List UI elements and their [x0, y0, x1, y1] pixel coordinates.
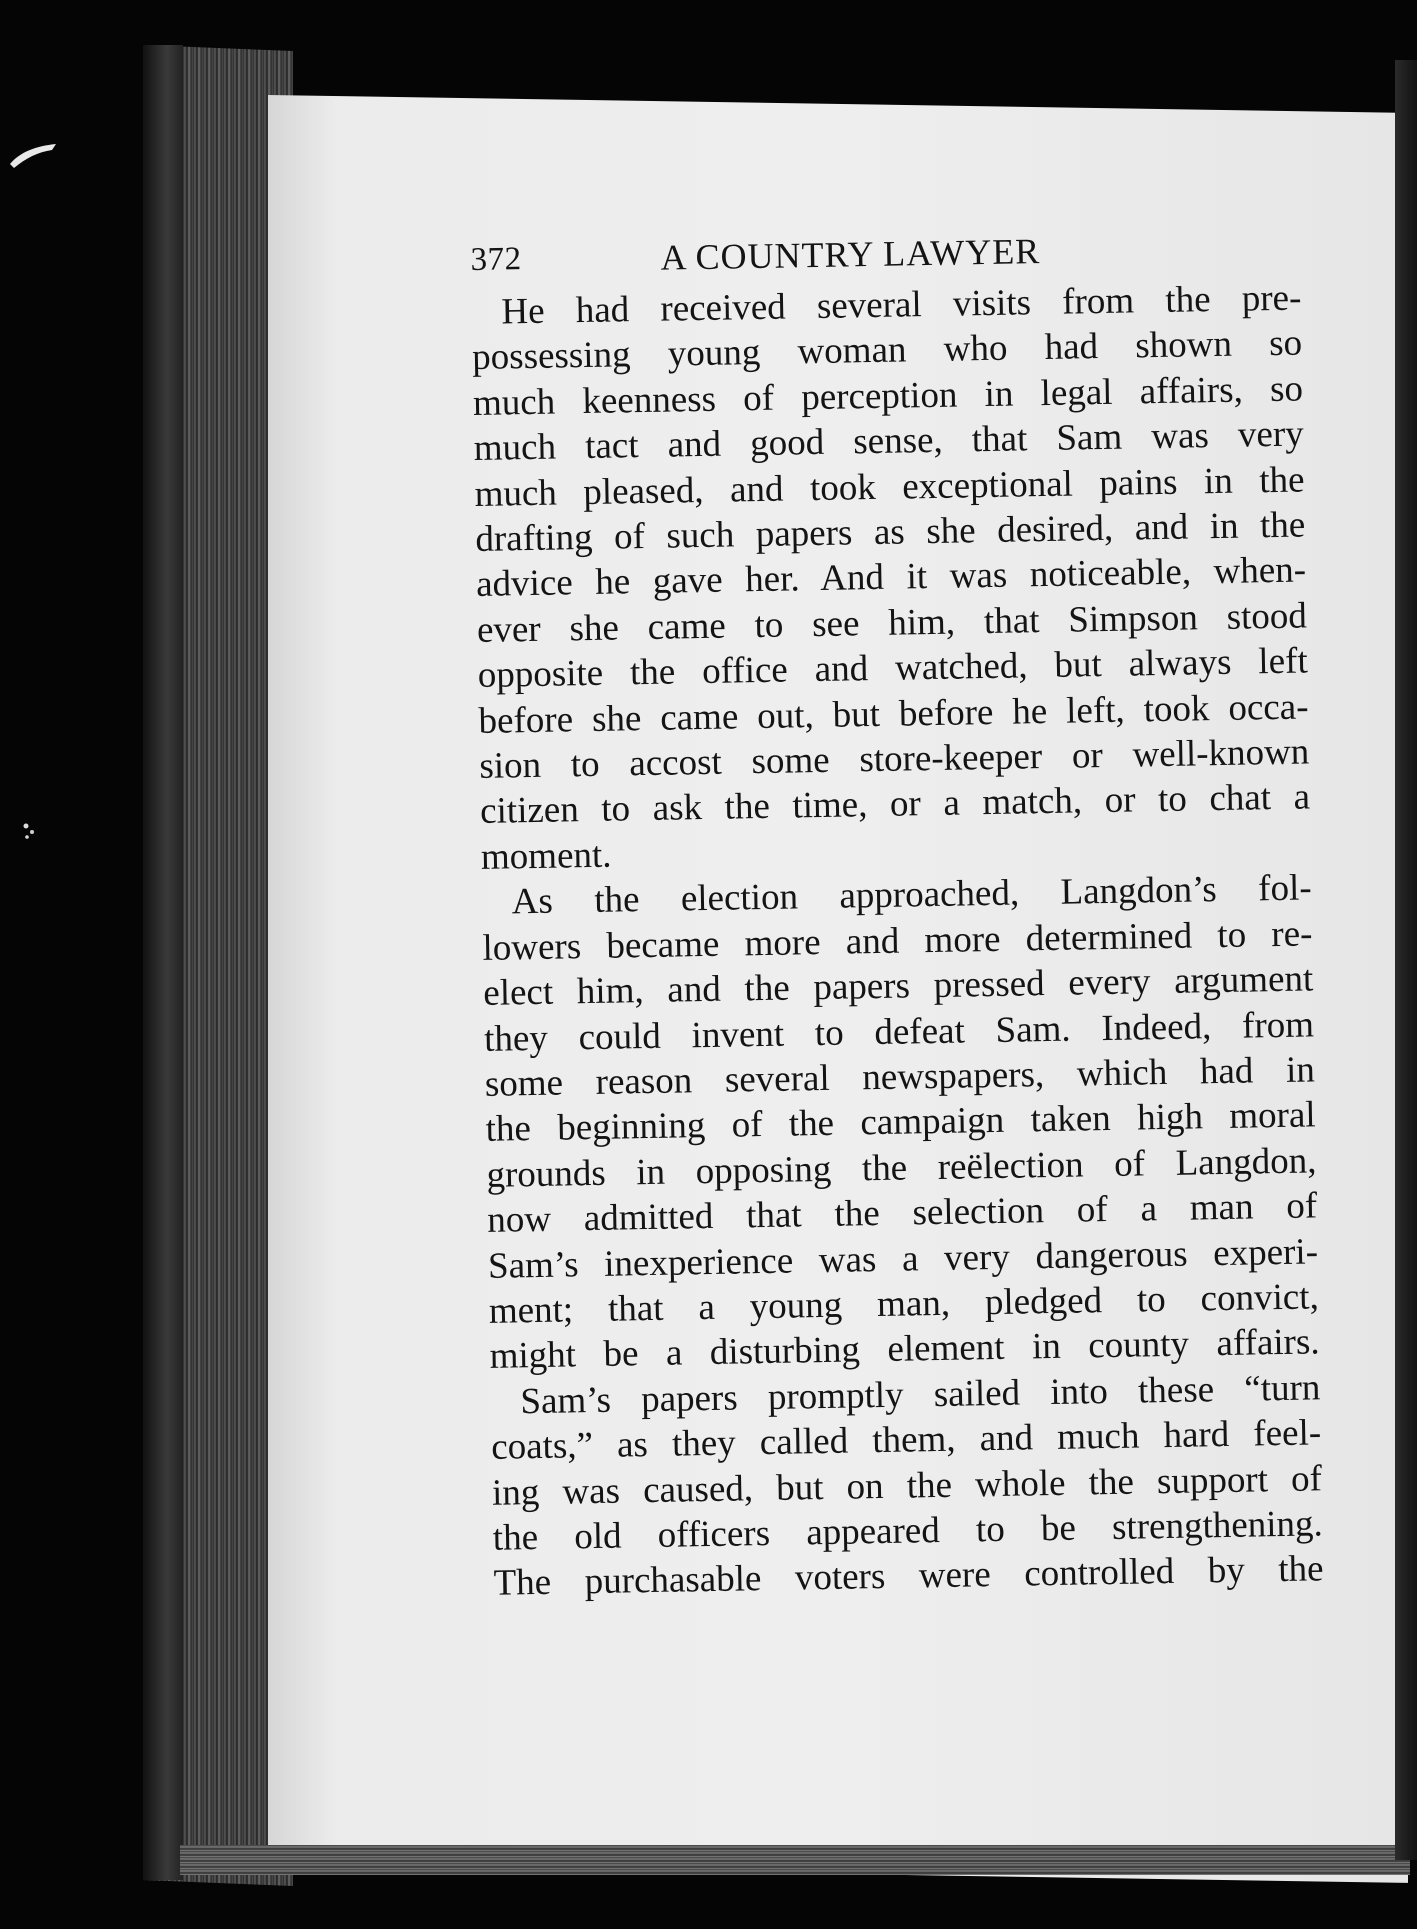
page-number: 372	[470, 241, 522, 278]
text-line: they could invent to defeat Sam. Indeed, from	[483, 1003, 1315, 1060]
text-line: Sam’s papers promptly sailed into these “turn	[520, 1367, 1321, 1423]
scan-right-edge	[1395, 60, 1417, 1860]
page-text-block	[470, 215, 1354, 1607]
text-line: possessing young woman who had shown so	[471, 322, 1303, 379]
text-line: now admitted that the selection of a man of	[486, 1185, 1318, 1241]
text-line: sion to accost some store-keeper or well-known	[479, 731, 1310, 787]
scan-artifact-speck	[18, 820, 42, 844]
book-bottom-edges	[180, 1845, 1410, 1875]
text-line: ever she came to see him, that Simpson stood	[476, 595, 1308, 651]
book-spine-shadow	[143, 45, 183, 1880]
text-line: grounds in opposing the reëlection of Langdon,	[486, 1140, 1317, 1196]
text-line: moment.	[480, 834, 612, 878]
text-line: advice he gave her. And it was noticeable, when-	[475, 549, 1307, 606]
text-line: ment; that a young man, pledged to convict,	[488, 1276, 1320, 1332]
text-line: much pleased, and took exceptional pains in the	[474, 459, 1305, 515]
text-line: ing was caused, but on the whole the support of	[491, 1457, 1323, 1514]
text-line: some reason several newspapers, which had in	[484, 1049, 1316, 1105]
text-line: much keenness of perception in legal affairs, so	[472, 368, 1304, 424]
text-line: the old officers appeared to be strengthening.	[492, 1503, 1324, 1559]
text-line: lowers became more and more determined to re-	[482, 913, 1313, 969]
scan-artifact-mark	[8, 140, 58, 170]
text-line: much tact and good sense, that Sam was very	[473, 413, 1305, 470]
text-line: Sam’s inexperience was a very dangerous experi-	[487, 1230, 1319, 1287]
running-title: A COUNTRY LAWYER	[660, 231, 1041, 278]
text-line: The purchasable voters were controlled by the	[493, 1548, 1324, 1605]
text-line: citizen to ask the time, or a match, or to chat a	[479, 776, 1311, 833]
text-line: elect him, and the papers pressed every argument	[482, 958, 1314, 1014]
text-line: opposite the office and watched, but always left	[477, 640, 1309, 697]
text-line: drafting of such papers as she desired, and in the	[475, 504, 1306, 560]
text-line: He had received several visits from the pre-	[501, 277, 1302, 333]
text-line: As the election approached, Langdon’s fol-	[511, 867, 1312, 923]
text-line: might be a disturbing element in county affairs.	[489, 1321, 1320, 1378]
text-line: the beginning of the campaign taken high moral	[485, 1094, 1316, 1151]
text-line: before she came out, but before he left, took occa-	[478, 686, 1309, 742]
text-line: coats,” as they called them, and much hard feel-	[490, 1412, 1322, 1468]
